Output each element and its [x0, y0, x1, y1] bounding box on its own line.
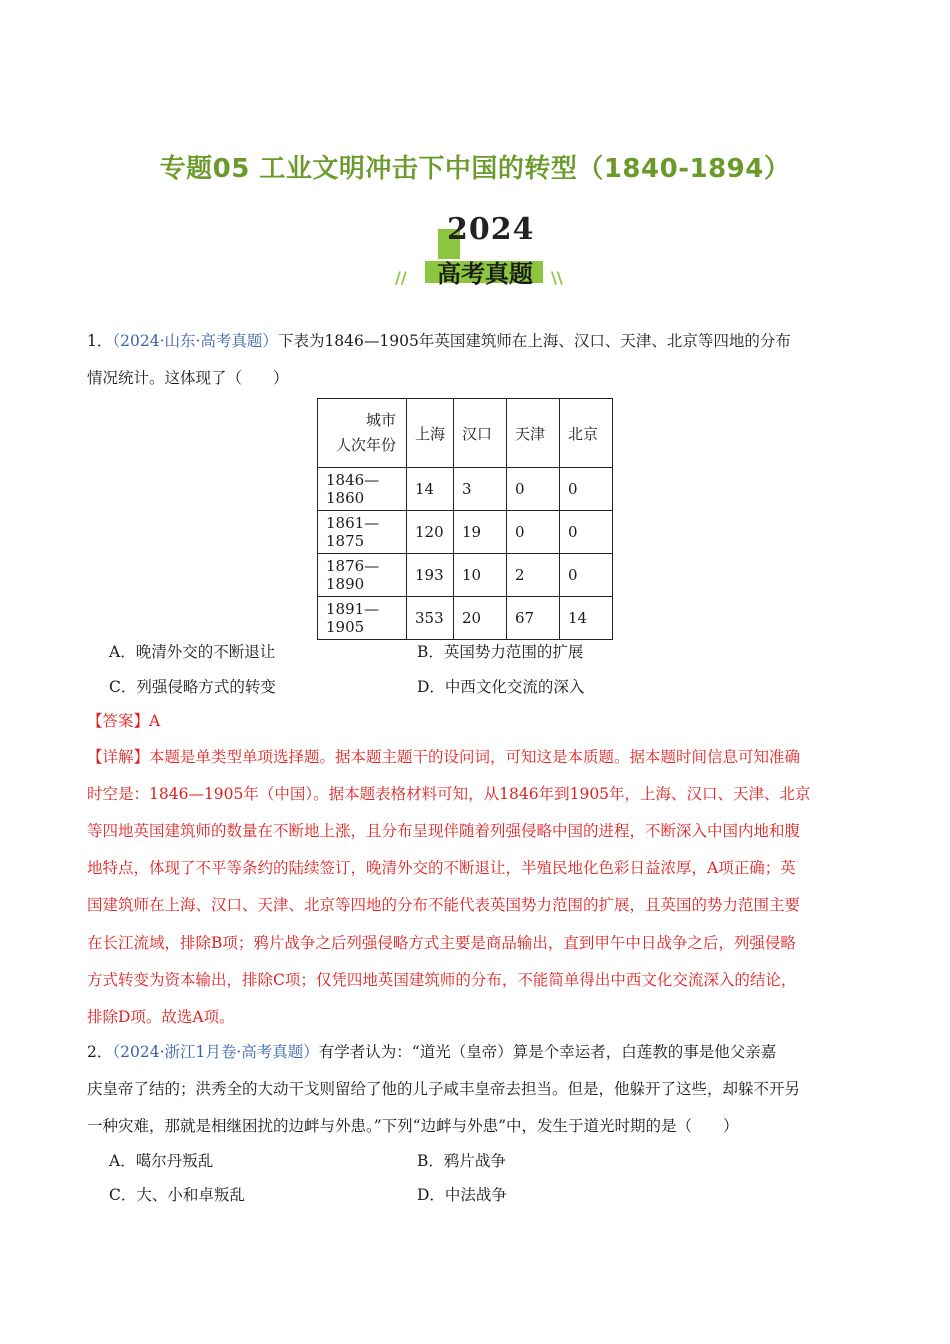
- q1-stem-text: 下表为1846—1905年英国建筑师在上海、汉口、天津、北京等四地的分布: [277, 332, 791, 350]
- table-cell: 0: [560, 468, 613, 511]
- badge-left-mark: //: [395, 268, 407, 287]
- q2-number: 2．: [87, 1043, 113, 1061]
- q1-detail-line: 排除D项。故选A项。: [87, 1008, 235, 1026]
- badge-label: 高考真题: [437, 260, 533, 288]
- q1-answer: [87, 711, 867, 731]
- table-row: [318, 597, 613, 640]
- q1-option-b[interactable]: B．英国势力范围的扩展: [417, 643, 584, 661]
- column-header: 天津: [507, 399, 560, 468]
- table-cell: 353: [407, 597, 454, 640]
- table-cell: 67: [507, 597, 560, 640]
- q1-detail-line: 国建筑师在上海、汉口、天津、北京等四地的分布不能代表英国势力范围的扩展，且英国的势力范围主要: [87, 896, 801, 914]
- q1-option-d[interactable]: D．中西文化交流的深入: [417, 678, 585, 696]
- table-cell: 0: [507, 468, 560, 511]
- detail-text: 本题是单类型单项选择题。据本题主题干的设问词，可知这是本质题。据本题时间信息可知准确: [149, 748, 801, 766]
- q1-number: 1．: [87, 332, 113, 350]
- column-header: 汉口: [454, 399, 507, 468]
- q1-option-c[interactable]: C．列强侵略方式的转变: [109, 678, 276, 696]
- detail-label: 【详解】: [87, 748, 150, 766]
- table-corner-header: [318, 399, 407, 468]
- architect-distribution-table: [317, 398, 613, 640]
- table-cell: 0: [507, 511, 560, 554]
- corner-year-label: 人次年份: [336, 436, 397, 454]
- table-cell: 120: [407, 511, 454, 554]
- badge-year: 2024: [447, 212, 535, 247]
- table-cell: 0: [560, 554, 613, 597]
- column-header: 上海: [407, 399, 454, 468]
- q1-detail-line: 在长江流域，排除B项；鸦片战争之后列强侵略方式主要是商品输出，直到甲午中日战争之后，列强侵略: [87, 934, 796, 952]
- q2-option-c[interactable]: C．大、小和卓叛乱: [109, 1186, 245, 1204]
- table-row: [318, 554, 613, 597]
- q2-option-a[interactable]: A．噶尔丹叛乱: [109, 1152, 214, 1170]
- q2-source: （2024·浙江1月卷·高考真题）: [112, 1043, 319, 1061]
- table-header-row: [318, 399, 613, 468]
- q1-source: （2024·山东·高考真题）: [112, 332, 278, 350]
- table-cell: 14: [560, 597, 613, 640]
- q1-detail-line: 时空是：1846—1905年（中国）。据本题表格材料可知，从1846年到1905年，上海、汉口、天津、北京: [87, 785, 811, 803]
- table-cell: 20: [454, 597, 507, 640]
- table-row: [318, 468, 613, 511]
- q1-stem-line1: [87, 331, 867, 351]
- row-period: 1891—1905: [318, 597, 407, 640]
- q2-stem-line1: [87, 1042, 867, 1062]
- document-title: 专题05 工业文明冲击下中国的转型（1840-1894）: [159, 154, 791, 184]
- q1-detail-line: 等四地英国建筑师的数量在不断地上涨，且分布呈现伴随着列强侵略中国的进程，不断深入中国内地和腹: [87, 822, 801, 840]
- table-cell: 19: [454, 511, 507, 554]
- table-cell: 193: [407, 554, 454, 597]
- row-period: 1861—1875: [318, 511, 407, 554]
- q2-option-b[interactable]: B．鸦片战争: [417, 1152, 506, 1170]
- table-cell: 10: [454, 554, 507, 597]
- q2-stem-line2: 庆皇帝了结的；洪秀全的大动干戈则留给了他的儿子咸丰皇帝去担当。但是，他躲开了这些，却躲不开另: [87, 1080, 801, 1098]
- q2-stem-text: 有学者认为：“道光（皇帝）算是个幸运者，白莲教的事是他父亲嘉: [318, 1043, 777, 1061]
- q2-option-d[interactable]: D．中法战争: [417, 1186, 507, 1204]
- q1-option-a[interactable]: A．晚清外交的不断退让: [109, 643, 276, 661]
- answer-label: 【答案】: [87, 712, 150, 730]
- answer-value: A: [149, 712, 161, 730]
- year-badge: [395, 212, 570, 292]
- table-row: [318, 511, 613, 554]
- column-header: 北京: [560, 399, 613, 468]
- q2-stem-line3: 一种灾难，那就是相继困扰的边衅与外患。”下列“边衅与外患”中，发生于道光时期的是（ ）: [87, 1117, 739, 1135]
- badge-right-mark: \\: [551, 268, 563, 287]
- q1-detail-line: 方式转变为资本输出，排除C项；仅凭四地英国建筑师的分布，不能简单得出中西文化交流深入的结论，: [87, 971, 797, 989]
- q1-detail-line: 地特点，体现了不平等条约的陆续签订，晚清外交的不断退让，半殖民地化色彩日益浓厚，A项正确；英: [87, 859, 796, 877]
- q1-stem-line2: 情况统计。这体现了（ ）: [87, 369, 289, 387]
- table-cell: 0: [560, 511, 613, 554]
- row-period: 1846—1860: [318, 468, 407, 511]
- table-cell: 3: [454, 468, 507, 511]
- q1-detail-line: [87, 747, 867, 767]
- table-cell: 2: [507, 554, 560, 597]
- row-period: 1876—1890: [318, 554, 407, 597]
- corner-city-label: 城市: [365, 411, 396, 429]
- table-cell: 14: [407, 468, 454, 511]
